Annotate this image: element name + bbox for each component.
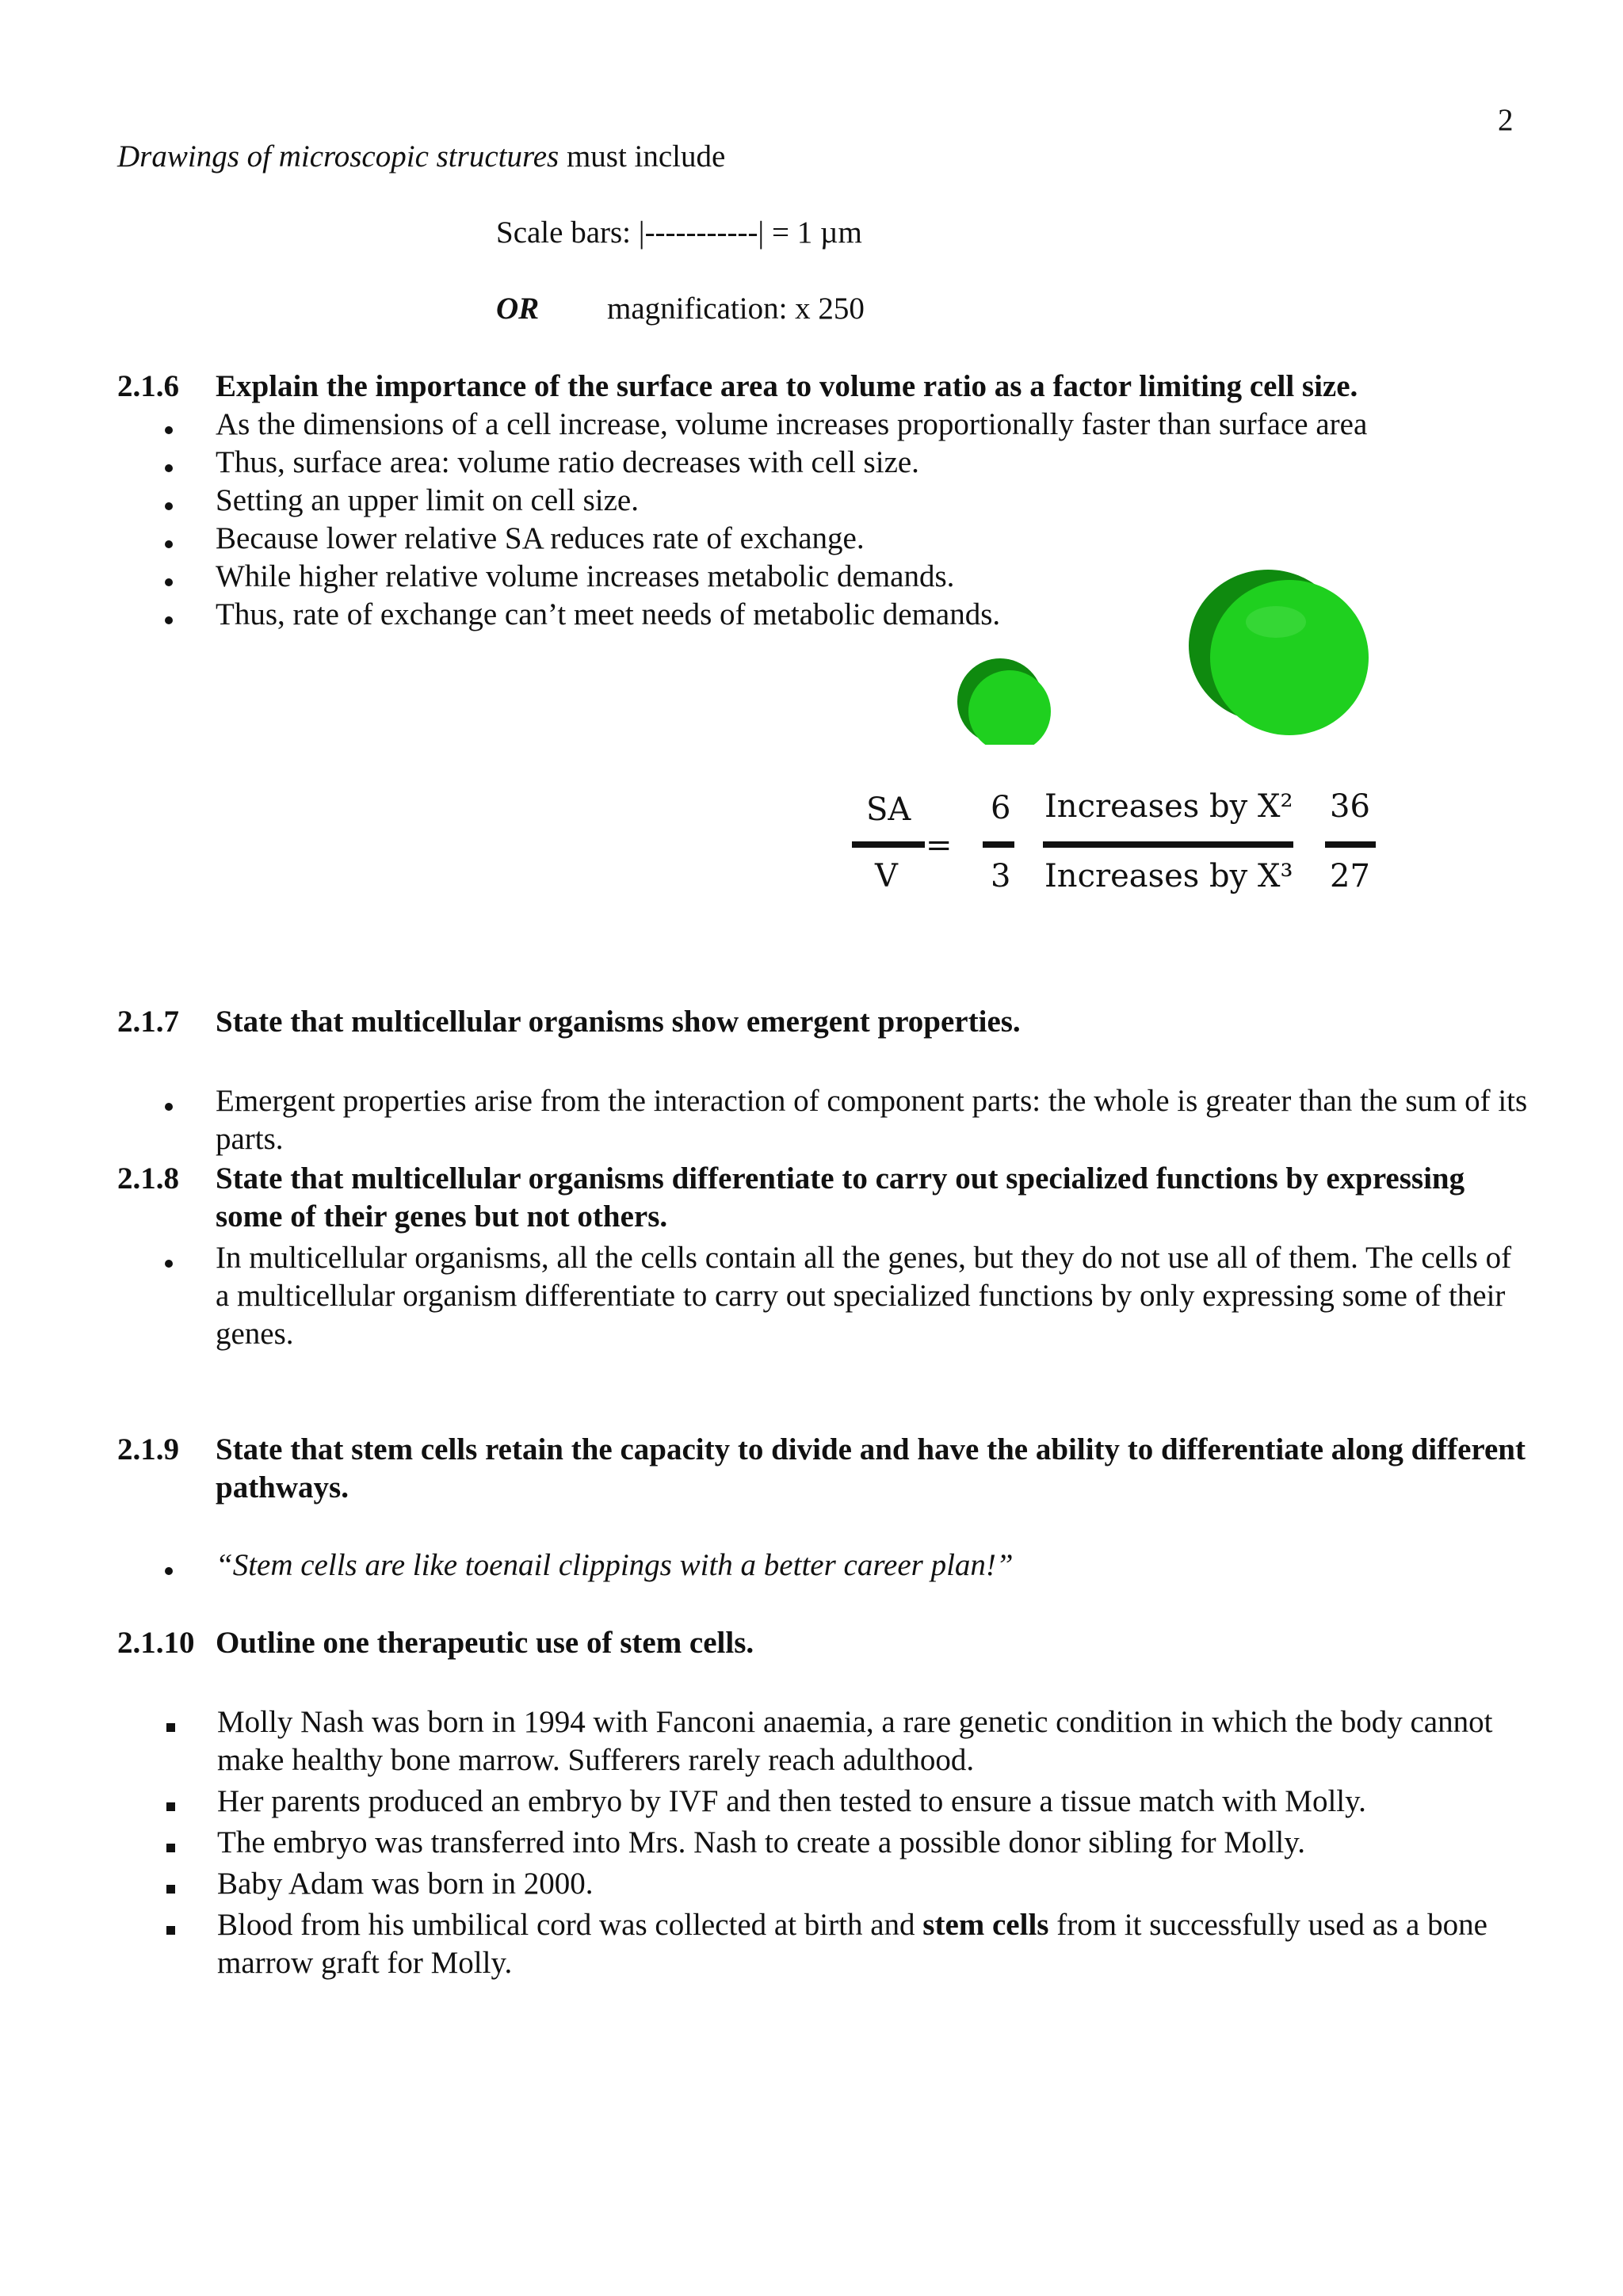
bullet-square-icon: [166, 1802, 175, 1811]
eq-36: 36: [1330, 788, 1370, 825]
bullet-square-icon: [166, 1723, 175, 1732]
eq-27: 27: [1330, 858, 1370, 894]
scale-bar-line: Scale bars: |-----------| = 1 µm: [496, 215, 862, 250]
section-title-2-1-10: Outline one therapeutic use of stem cells.: [216, 1626, 754, 1660]
stem-cell-quote: “Stem cells are like toenail clippings with a better career plan!”: [216, 1548, 1014, 1582]
section-title-2-1-9: State that stem cells retain the capacity to divide and have the ability to differentiate along different pathways.: [216, 1432, 1526, 1505]
eq-sa: SA: [866, 791, 911, 828]
page-number: 2: [1498, 103, 1514, 137]
large-cylinder: [1189, 570, 1369, 735]
section-number-2-1-10: 2.1.10: [117, 1626, 195, 1660]
eq-increases-cube: Increases by X³: [1044, 858, 1293, 894]
bullet-square-icon: [166, 1844, 175, 1852]
or-label: OR: [496, 292, 540, 326]
section-number-2-1-6: 2.1.6: [117, 369, 179, 403]
bullet-dot-icon: [165, 464, 173, 472]
section-title-2-1-7: State that multicellular organisms show emergent properties.: [216, 1005, 1021, 1039]
document-page: 2 Drawings of microscopic structures must include Scale bars: |-----------| = 1 µm OR magnification: x 250 2.1.6 Explain the importance of the surface area to volume ratio as a factor limiting cell size. As the dimensions of a cell increase, volume increases proportionally faster than surface area Thus, surface area: volume ratio decreases with cell size. Setting an upper limit on cell size. Because lower relative SA reduces rate of exchange. While higher relative volume increases metabolic demands. Thus, rate of exchange can’t meet needs of metabolic demands. SA V = 6 3 Increases by X² Increases by X³ 36 27 2.1.7 State that multicellular organisms show emergent properties. Emergent properties arise from the interaction of component parts: the whole is greater than the sum of its parts. 2.1.8 State that multicellular organisms differentiate to carry out specialized functions by expressing some of their genes but not others. In multicellular organisms, all the cells contain all the genes, but they do not use all of them. The cells of a multicellular organism differentiate to carry out specialized functions by only expressing some of their genes. 2.1.9 State that stem cells retain the capacity to divide and have the ability to differentiate along different pathways. “Stem cells are like toenail clippings with a better career plan!” 2.1.10 Outline one therapeutic use of stem cells. Molly Nash was born in 1994 with Fanconi anaemia, a rare genetic condition in which the body cannot make healthy bone marrow. Sufferers rarely reach adulthood. Her parents produced an embryo by IVF and then tested to ensure a tissue match with Molly. The embryo was transferred into Mrs. Nash to create a possible donor sibling for Molly. Baby Adam was born in 2000. Blood from his umbilical cord was collected at birth and stem cells from it successfully used as a bone marrow graft for Molly.: [0, 0, 1623, 2296]
bullet-dot-icon: [165, 616, 173, 624]
fraction-bar: [852, 841, 925, 848]
eq-increases-square: Increases by X²: [1044, 788, 1293, 825]
bullet-square-icon: [166, 1885, 175, 1894]
section-number-2-1-7: 2.1.7: [117, 1005, 179, 1039]
bullet-dot-icon: [165, 1567, 173, 1575]
bullet-dot-icon: [165, 1260, 173, 1268]
bullet-dot-icon: [165, 578, 173, 586]
section-title-2-1-8: State that multicellular organisms differentiate to carry out specialized functions by expressing some of their genes but not others.: [216, 1161, 1465, 1234]
intro-line: [117, 138, 725, 176]
bullet-dot-icon: [165, 540, 173, 548]
eq-3: 3: [991, 858, 1011, 894]
intro-italic: Drawings of microscopic structures: [117, 139, 559, 174]
eq-equals: =: [926, 827, 953, 864]
bullet-dot-icon: [165, 502, 173, 510]
stem-cells-emphasis: stem cells: [922, 1908, 1049, 1942]
section-number-2-1-9: 2.1.9: [117, 1432, 179, 1466]
magnification-line: magnification: x 250: [607, 292, 865, 326]
bullet-dot-icon: [165, 1103, 173, 1111]
eq-v: V: [875, 858, 898, 894]
bullet-dot-icon: [165, 426, 173, 434]
intro-rest: must include: [559, 139, 726, 174]
fraction-bar: [1325, 841, 1376, 848]
fraction-bar: [1043, 841, 1293, 848]
cell-size-figure: [935, 555, 1474, 745]
eq-6: 6: [991, 790, 1011, 826]
small-cylinder: [957, 658, 1051, 745]
section-title-2-1-6: Explain the importance of the surface area to volume ratio as a factor limiting cell size.: [216, 369, 1358, 403]
section-number-2-1-8: 2.1.8: [117, 1161, 179, 1196]
fraction-bar: [983, 841, 1014, 848]
bullet-square-icon: [166, 1926, 175, 1935]
